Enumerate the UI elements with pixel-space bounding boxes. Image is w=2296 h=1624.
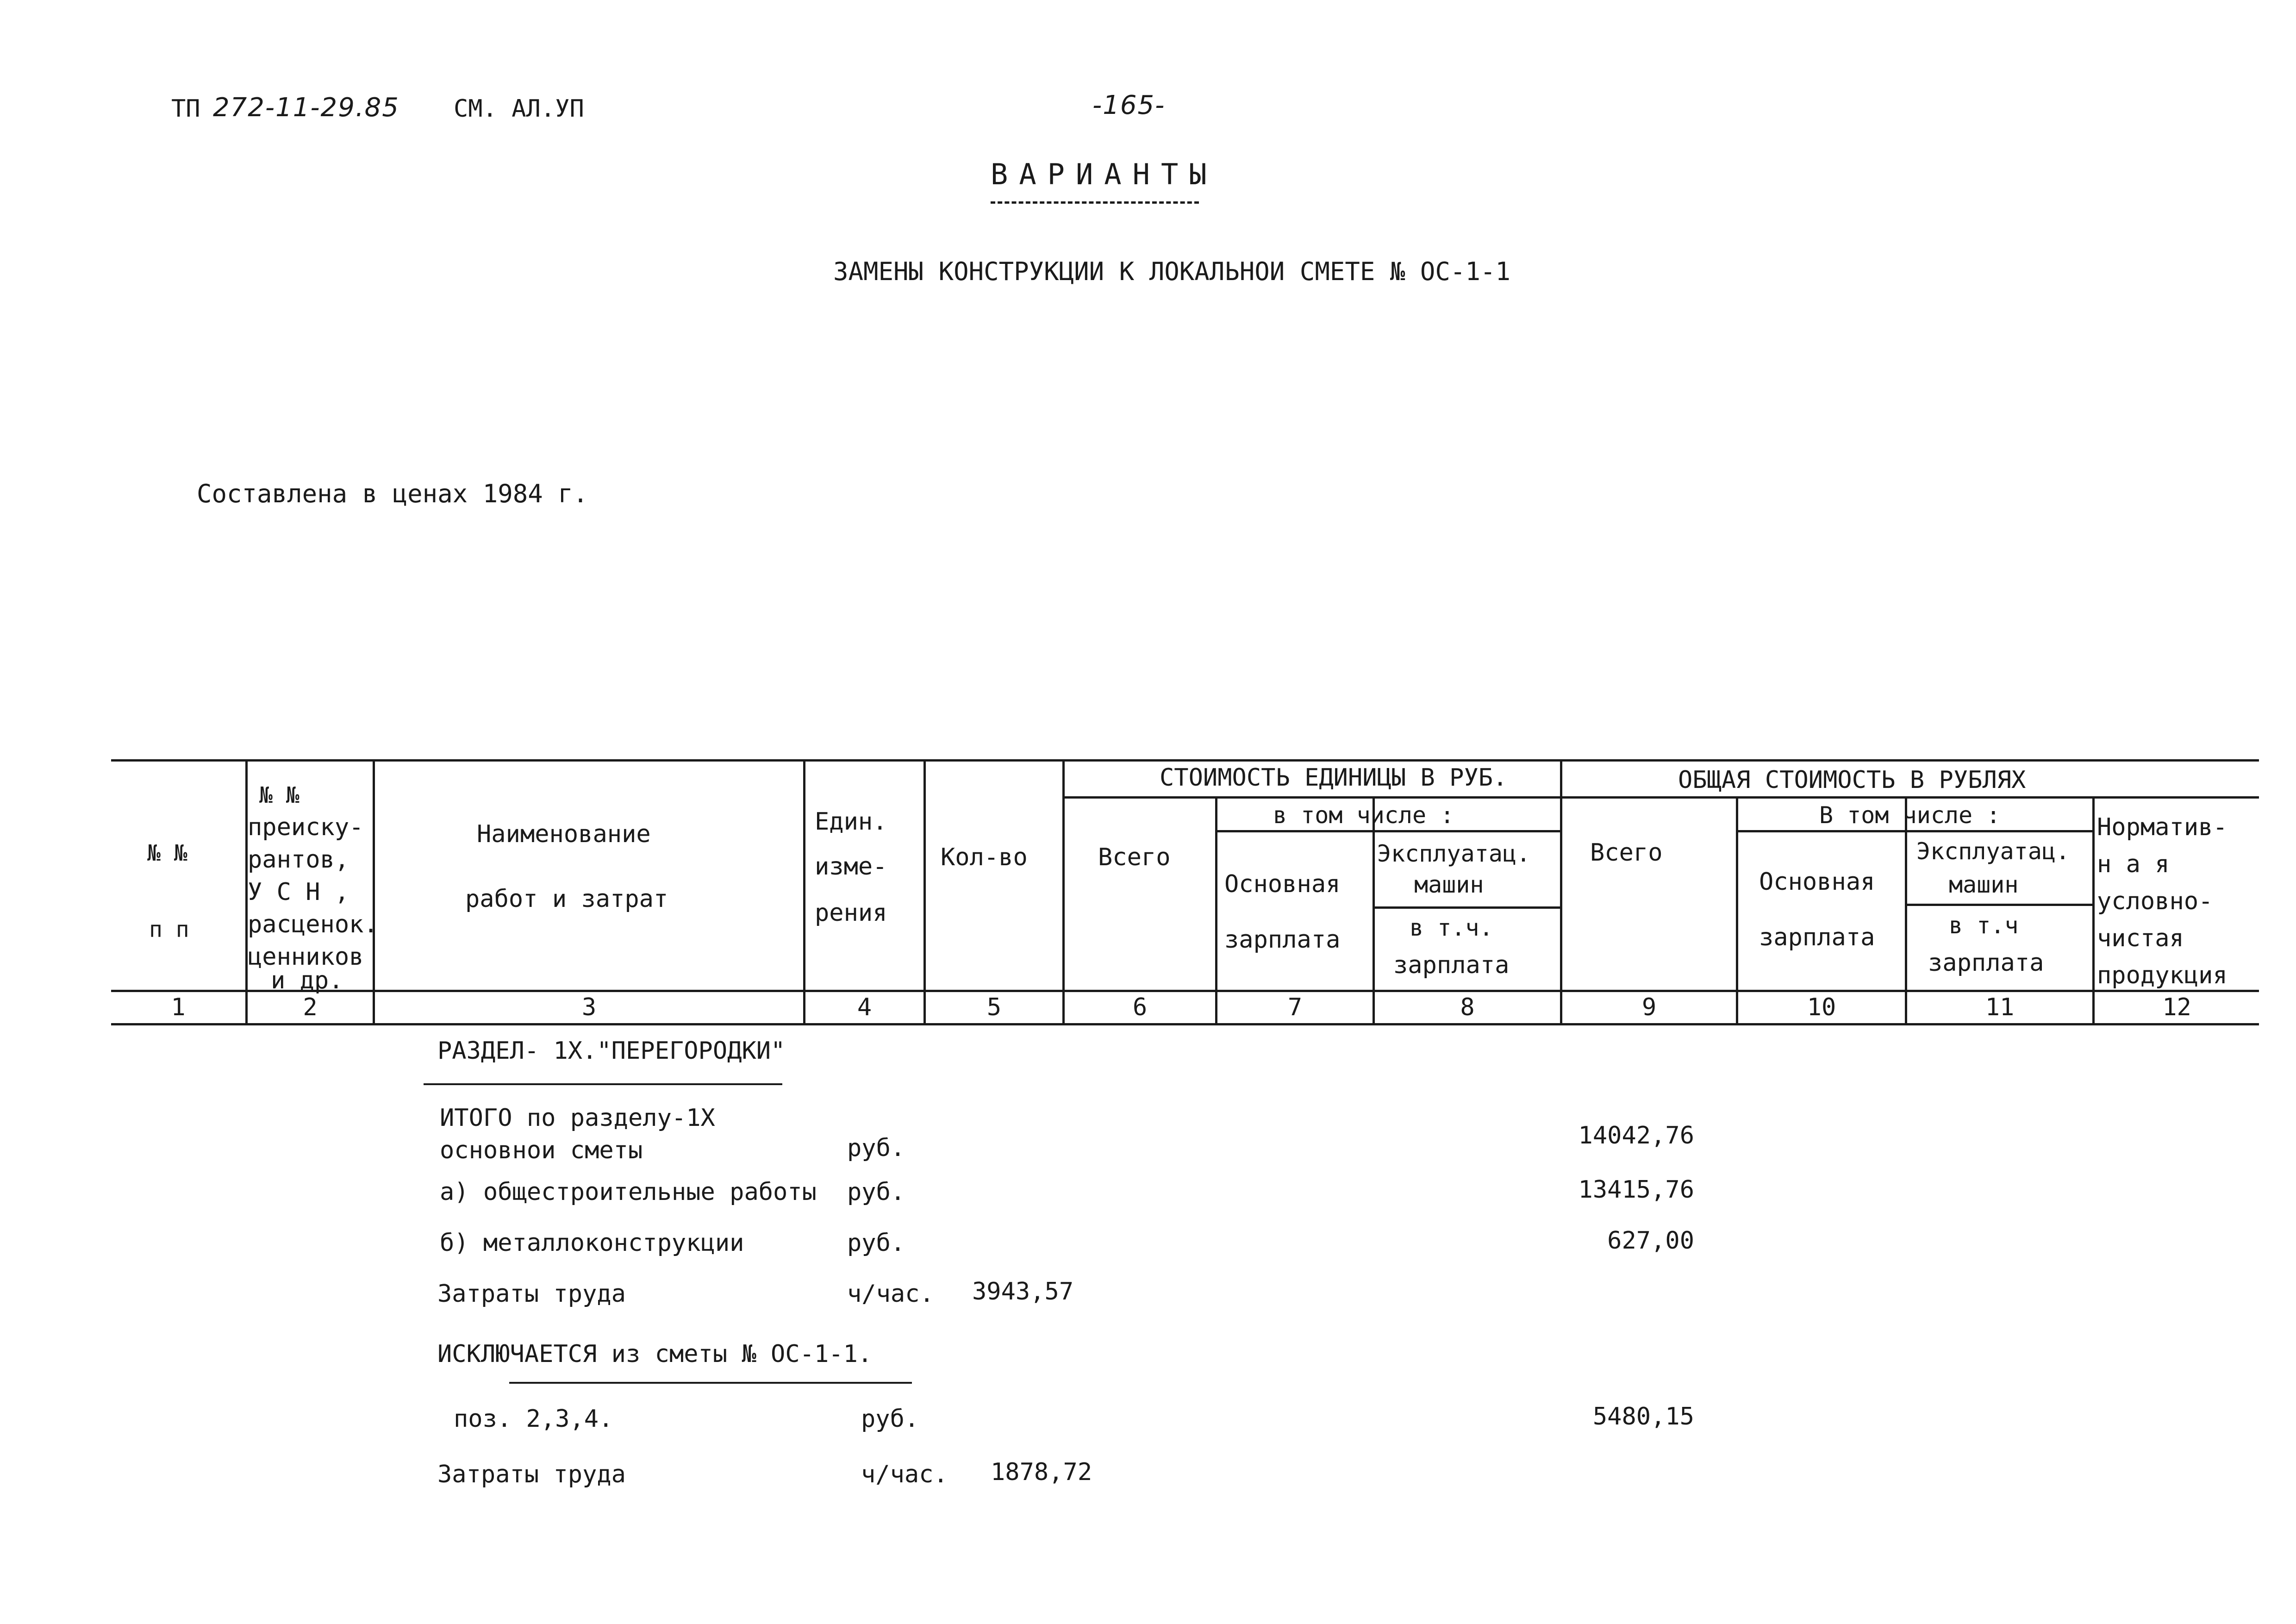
vline-2 [373, 759, 375, 1025]
section-title: РАЗДЕЛ- 1Х."ПЕРЕГОРОДКИ" [437, 1037, 786, 1065]
col2-line: преиску- [248, 813, 364, 841]
group-divider-line [1065, 796, 2259, 799]
total-mach-sub: в т.ч [1949, 912, 2019, 939]
positions-value: 5480,15 [1592, 1403, 1694, 1430]
doc-code-handwritten: 272-11-29.85 [213, 93, 399, 123]
total-incl: В том числе : [1819, 802, 2001, 829]
col3-top: Наименование [477, 820, 651, 848]
vline-7 [1373, 796, 1375, 1025]
vline-8 [1560, 759, 1562, 1025]
item-b-value: 627,00 [1607, 1227, 1694, 1255]
total-cost-group: ОБЩАЯ СТОИМОСТЬ В РУБЛЯХ [1678, 766, 2026, 794]
item-a-unit: руб. [847, 1178, 905, 1206]
incl-divider-unit [1215, 830, 1560, 832]
mach-divider-total [1905, 904, 2092, 906]
labor-label: Затраты труда [437, 1280, 626, 1308]
vline-6 [1215, 796, 1217, 1025]
positions-unit: руб. [861, 1405, 919, 1433]
unit-mach-sub: в т.ч. [1410, 914, 1493, 941]
vline-9 [1736, 796, 1738, 1025]
column-number: 11 [1985, 993, 2015, 1021]
vline-10 [1905, 796, 1907, 1025]
item-b-unit: руб. [847, 1229, 905, 1257]
labor2-qty: 1878,72 [991, 1458, 1092, 1486]
unit-mach-mid: машин [1414, 871, 1484, 898]
vline-3 [803, 759, 805, 1025]
labor2-label: Затраты труда [437, 1461, 626, 1488]
col2-line: рантов, [248, 846, 349, 874]
column-number: 9 [1641, 993, 1657, 1021]
total-mach-bottom: зарплата [1928, 949, 2044, 977]
col1-bottom: п п [149, 917, 189, 943]
unit-incl: в том числе : [1273, 802, 1454, 829]
doc-code-prefix: ТП [171, 95, 200, 123]
column-number: 3 [581, 993, 597, 1021]
vline-4 [923, 759, 926, 1025]
unit-total: Всего [1098, 843, 1171, 871]
column-number: 4 [857, 993, 872, 1021]
col5-qty: Кол-во [941, 843, 1028, 871]
total-line-1: ИТОГО по разделу-1Х [440, 1104, 715, 1132]
total-line-2: основнои сметы [440, 1137, 643, 1164]
document-subtitle: ЗАМЕНЫ КОНСТРУКЦИИ К ЛОКАЛЬНОИ СМЕТЕ № ОС-1-1 [833, 257, 1510, 286]
item-a-label: а) общестроительные работы [440, 1178, 817, 1206]
col4-line: рения [815, 899, 887, 927]
mach-divider-unit [1373, 906, 1560, 909]
col2-line: расценок. [248, 911, 378, 938]
total-unit: руб. [847, 1134, 905, 1162]
column-number: 12 [2162, 993, 2191, 1021]
labor2-unit: ч/час. [861, 1461, 948, 1488]
excluded-title: ИСКЛЮЧАЕТСЯ из сметы № ОС-1-1. [437, 1340, 873, 1368]
col2-mark: № № [259, 782, 299, 808]
column-number: 8 [1460, 993, 1475, 1021]
item-b-label: б) металлоконструкции [440, 1229, 744, 1257]
column-number: 1 [171, 993, 186, 1021]
col2-line: ценников [248, 943, 364, 971]
col1-top: № № [147, 840, 187, 866]
column-number: 5 [986, 993, 1002, 1021]
col3-bottom: работ и затрат [465, 885, 668, 913]
column-number: 6 [1132, 993, 1148, 1021]
colnum-bottom-line [111, 1023, 2259, 1025]
labor-unit: ч/час. [847, 1280, 934, 1308]
total-mach-top: Эксплуатац. [1916, 838, 2070, 865]
column-number: 10 [1807, 993, 1836, 1021]
total-value: 14042,76 [1578, 1122, 1694, 1149]
norm-line: н а я [2097, 850, 2170, 878]
page-number: -165- [1092, 90, 1166, 120]
total-total: Всего [1590, 839, 1663, 867]
unit-base-bottom: зарплата [1224, 926, 1341, 954]
incl-divider-total [1736, 830, 2092, 832]
total-base-top: Основная [1759, 868, 1875, 896]
norm-line: чистая [2097, 924, 2184, 952]
item-a-value: 13415,76 [1578, 1176, 1694, 1204]
column-number: 2 [303, 993, 318, 1021]
norm-line: условно- [2097, 887, 2213, 915]
total-mach-mid: машин [1949, 871, 2019, 898]
col2-line: У С Н , [248, 878, 349, 906]
norm-line: Норматив- [2097, 813, 2227, 841]
section-title-underline [424, 1083, 782, 1085]
col4-line: Един. [815, 808, 887, 836]
album-reference: СМ. АЛ.УП [454, 95, 584, 123]
norm-line: продукция [2097, 962, 2227, 989]
excluded-title-underline [509, 1382, 912, 1384]
prices-note: Составлена в ценах 1984 г. [197, 479, 588, 508]
col4-line: изме- [815, 853, 887, 881]
unit-base-top: Основная [1224, 870, 1341, 898]
col2-line: и др. [271, 967, 343, 994]
unit-mach-bottom: зарплата [1393, 951, 1510, 979]
total-base-bottom: зарплата [1759, 924, 1875, 951]
labor-qty: 3943,57 [972, 1278, 1074, 1305]
title-dashed-underline [991, 201, 1199, 204]
unit-cost-group: СТОИМОСТЬ ЕДИНИЦЫ В РУБ. [1160, 764, 1508, 792]
document-title: ВАРИАНТЫ [991, 157, 1218, 191]
table-top-line [111, 759, 2259, 762]
unit-mach-top: Эксплуатац. [1377, 840, 1531, 867]
positions-label: поз. 2,3,4. [454, 1405, 613, 1433]
column-number: 7 [1287, 993, 1303, 1021]
vline-5 [1062, 759, 1065, 1025]
vline-11 [2092, 796, 2095, 1025]
